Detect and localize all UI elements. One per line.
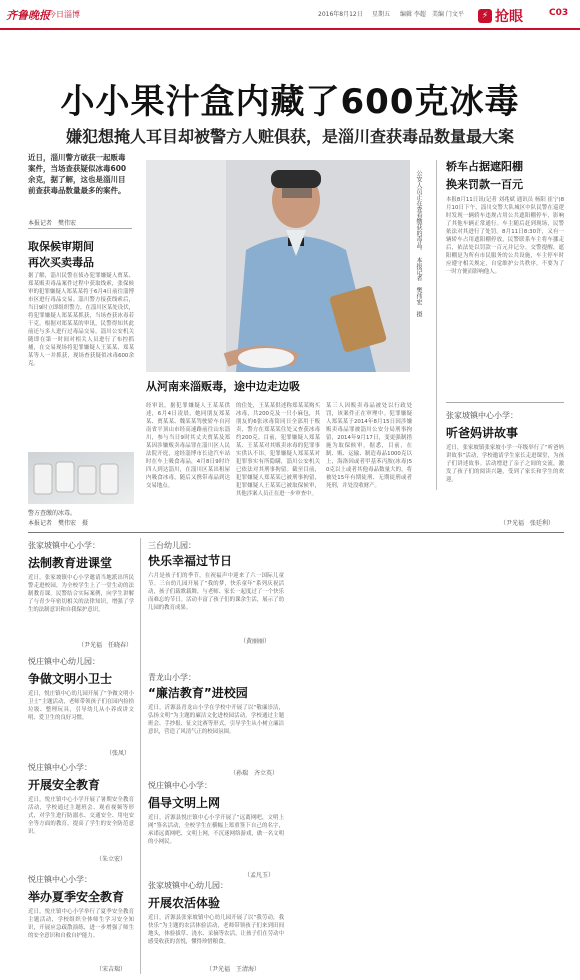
drug-bags-illustration [28,452,134,504]
section-badge [478,6,534,25]
divider [446,402,564,403]
brief-4-title: 举办夏季安全教育 [28,890,125,904]
side-brief-label: 张家坡镇中心小学： [446,411,518,420]
brief-2-body: 近日，悦庄镇中心幼儿园开展了“争做文明小卫士”主题活动，老师带领孩子们在园内捡拾垃圾、整理玩具，引导幼儿从小养成讲文明、爱卫生的良好习惯。 [28,691,134,721]
newspaper-brand: 齐鲁晚报 [6,9,50,22]
page-number: C03 [549,8,569,18]
column-divider [436,160,437,490]
brief-3-title: 开展安全教育 [28,778,101,792]
side-brief-body: 近日，张家坡镇张家坡小学一年级举行了“听爸妈讲故事”活动，学校邀请学生家长走进课堂，为孩子们讲述故事。活动增进了亲子之间的交流，激发了孩子们的阅读兴趣，受到了家长和学生的欢迎。 [446,445,564,483]
brief-3-body: 近日，悦庄镇中心小学开展了暑期安全教育活动，学校通过主题班会、观看视频等形式，对学生进行防溺水、交通安全、用电安全等方面的教育，提高了学生的安全防范意识。 [28,797,134,835]
section-2-col-2: 的住处，王某某供述称郑某某购买冰毒，共200克及一只小麻包，其朋友的6张冰毒筒同日全部用于贩卖，警方在郑某某住处又查获冰毒约200克。目前，犯罪嫌疑人郑某某、王某某对其贩卖冰毒的犯罪事实供认不讳，犯罪嫌疑人郑某某对犯罪事实有所隐瞒，淄川公安机关已依法对其刑事拘留。截至目前，犯罪嫌疑人郑某某已被刑事拘留，犯罪嫌疑人王某某已被取保候审，其他涉案人员正在进一步审查中。 [236,403,320,497]
brief-4-label: 悦庄镇中心小学： [28,875,92,884]
brief-8-label: 张家坡镇中心幼儿园： [148,881,228,890]
brief-1-title: 法制教育进课堂 [28,556,113,570]
section-1-body: 据了解，淄川民警在侦办犯罪嫌疑人贾某、郑某贩卖毒品案件过程中获取线索，张保候审的犯罪嫌疑人郑某某将于6月4日前往淄博市区进行毒品交易。淄川警方接获线索后，当日9时立即组织警力，在淄川区某处设伏，将犯罪嫌疑人郑某某抓获，当场查获冰毒若干克。根据对郑某某的审讯，民警得知其此前还与多人进行过毒品交易，淄川公安机关随即在第一时间对相关人员进行了布控抓捕，在交易现场将犯罪嫌疑人王某某、郑某某等人一并抓获，现场查获疑似冰毒600余克。 [28,273,134,367]
small-photo-credit: 本报记者 樊伟宏 摄 [28,520,89,527]
headline: 小小果汁盒内藏了600克冰毒 [60,82,520,122]
brief-7-body: 近日，沂源县悦庄镇中心小学开展了“远离网吧，文明上网”签名活动，全校学生在横幅上郑重签下自己的名字，承诺远离网吧、文明上网，不沉迷网络游戏，做一名文明的小网民。 [148,815,284,845]
brief-7-title: 倡导文明上网 [148,796,221,810]
brief-4-body: 近日，悦庄镇中心小学举行了夏季安全教育主题活动，学校组织全体师生学习安全知识，开展应急疏散演练，进一步增强了师生的安全意识和自救自护能力。 [28,909,134,939]
small-photo-caption: 警方查缴的冰毒。 [28,510,77,517]
lightning-icon: ⚡ [478,9,492,23]
section-2-col-1: 经审讯，据犯罪嫌疑人王某某供述，6月4日凌晨，她同朋友郑某某、贾某某、魏某某驾驶轿车自河南省平顶山市经高速路前往山东淄川，参与当日9时其丈夫贾某及郑某因涉嫌贩卖毒品罪在淄川区人民法院开庭，途经淄博市长途汽车站时在车上吸食毒品，4月8日9时许四人到达淄川，在淄川区某出租屋内吸食冰毒，随后又携带毒品到达交易地点。 [146,403,230,489]
side-brief-title: 听爸妈讲故事 [446,426,519,440]
brief-8-body: 近日，沂源县张家坡镇中心幼儿园开展了以“我劳动，我快乐”为主题的农活体验活动，老师带领孩子们来到田间地头，体验拔草、浇水、采摘等农活，让孩子们在劳动中感受收获的喜悦，懂得珍惜粮食。 [148,915,284,945]
column-divider [140,538,141,974]
section-divider [28,532,564,533]
side-story-title-2: 换来罚款一百元 [446,178,523,191]
brief-2-title: 争做文明小卫士 [28,672,113,686]
brief-6-sign: （孙瑞 齐立英） [230,770,279,777]
brief-3-sign: （朱立宏） [96,856,127,863]
officer-illustration [146,160,410,372]
section-1-title: 取保候审期间 [28,240,94,253]
brief-3-label: 悦庄镇中心小学： [28,763,92,772]
brief-5-body: 六月是孩子们的季节，在祝福声中迎来了六一国际儿童节。三台幼儿园开展了“我的梦，快乐童年”系列庆祝活动，孩子们载歌载舞，与老师、家长一起度过了一个快乐而难忘的节日。活动丰富了孩子们的课余生活，展示了幼儿园的教育成果。 [148,573,284,611]
seized-drugs-photo [28,452,134,504]
main-photo-caption: 公安人员正在查看缴获的毒品。 本报记者 樊伟宏 摄 [415,170,422,317]
section-2-col-3: 某三人因贩卖毒品被处以行政处罚，该案件正在审理中。犯罪嫌疑人郑某某于2014年8月15日因涉嫌贩卖毒品罪被淄川公安分局刑事拘留，2014年9月17日，变更强制措施为取保候审。据悉，目前，在制、贩、运输、制造毒品1000克以上，海洛因或者甲基苯丙胺(冰毒)50克以上或者其他毒品数量大的，将被处15年有期徒刑、无期徒刑或者死刑，并处没收财产。 [326,403,412,489]
edition-name: 今日淄博 [48,10,80,19]
section-label: 抢眼 [495,8,523,25]
side-story-title: 轿车占据遮阳棚 [446,160,523,173]
brief-6-body: 近日，沂源县青龙山小学在学校中开展了以“敬廉崇洁，弘扬文明”为主题的廉洁文化进校园活动。学校通过主题班会、手抄报、征文比赛等形式，引导学生从小树立廉洁意识，营造了风清气正的校园氛围。 [148,705,284,735]
lead-reporter: 本报记者 樊伟宏 [28,220,77,227]
brief-4-sign: （宋吉瑞） [96,966,127,973]
brief-1-label: 张家坡镇中心小学： [28,541,100,550]
brief-5-sign: （黄丽丽） [240,638,271,645]
brief-2-label: 悦庄镇中心幼儿园： [28,657,100,666]
brief-8-title: 开展农活体验 [148,896,221,910]
brief-7-label: 悦庄镇中心小学： [148,781,212,790]
brief-6-label: 青龙山小学： [148,673,196,682]
police-officer-photo [146,160,410,372]
side-brief-sign: （尹光福 张廷利） [500,520,555,527]
brief-5-label: 三台幼儿园： [148,541,196,550]
divider [28,228,132,229]
brief-8-sign: （尹光福 王清海） [206,966,261,973]
brief-1-body: 近日，张家坡镇中心小学邀请当地派出所民警走进校园，为全校学生上了一堂生动的法制教育课。民警结合实际案例，向学生讲解了与青少年密切相关的法律知识，增强了学生的法制意识和自我保护意识。 [28,575,134,613]
lead-intro: 近日，淄川警方破获一起贩毒案件，当场查获疑似冰毒600余克，据了解，这也是淄川目前查获毒品数量最多的案件。 [28,153,127,195]
brief-6-title: “廉洁教育”进校园 [148,686,248,700]
side-story-body: 本报8月11日讯(记者 刘兆斌 通讯员 杨阳 崔宁)8月10日下午，淄川交警大队城区中队民警在巡逻时发现一辆轿车违规占用公共遮阳棚停车，影响了其他车辆正常通行。车主随后赶到现场，民警依法对其进行了处罚。8月11日8:30许，又有一辆轿车占用遮阳棚停放，民警联系车主将车挪走后，依法处以罚款一百元并记分。交警提醒，遮阳棚是为所有市民服务的公共设施，车主停车时应遵守相关规定，自觉维护公共秩序，不要为了一时方便而影响他人。 [446,197,564,275]
issue-date: 2016年8月12日 [318,11,363,18]
section-1-title-2: 再次买卖毒品 [28,256,94,269]
section-2-title: 从河南来淄贩毒，途中边走边吸 [146,380,300,393]
brief-2-sign: （张凤） [106,750,131,757]
subheadline: 嫌犯想掩人耳目却被警方人赃俱获，是淄川查获毒品数量最大案 [65,127,514,146]
brief-1-sign: （尹光福 任晓春） [78,642,133,649]
editor-credit: 编辑 李超 [400,11,426,18]
issue-weekday: 星期五 [372,11,391,18]
designer-credit: 美编 门文平 [432,11,464,18]
brief-5-title: 快乐幸福过节日 [148,554,233,568]
brief-7-sign: （孟凡玉） [244,872,275,879]
